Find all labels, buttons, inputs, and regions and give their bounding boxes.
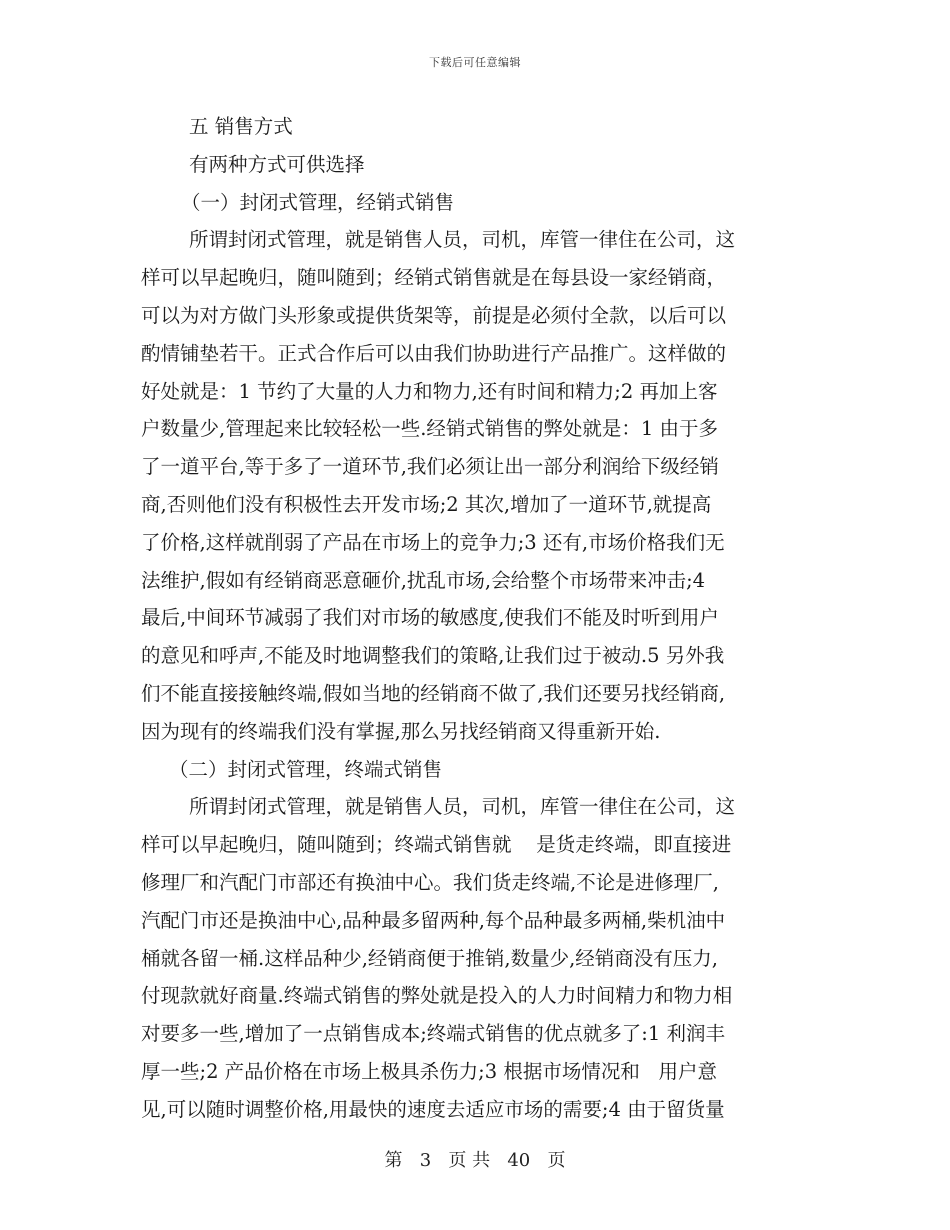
- paragraph-line: 的意见和呼声,不能及时地调整我们的策略,让我们过于被动.5 另外我: [141, 644, 725, 668]
- subsection-heading: （一）封闭式管理，经销式销售: [181, 190, 455, 214]
- paragraph-line: 所谓封闭式管理，就是销售人员，司机，库管一律住在公司，这: [189, 228, 736, 252]
- paragraph-line: 所谓封闭式管理，就是销售人员，司机，库管一律住在公司，这: [189, 795, 736, 819]
- paragraph-line: 样可以早起晚归，随叫随到；经销式销售就是在每县设一家经销商，: [141, 266, 727, 290]
- paragraph-line: 样可以早起晚归，随叫随到；终端式销售就 是货走终端，即直接进: [141, 833, 732, 857]
- footer-suffix: 页: [547, 1150, 566, 1171]
- paragraph-line: 汽配门市还是换油中心,品种最多留两种,每个品种最多两桶,柴机油中: [141, 908, 726, 932]
- paragraph-line: 最后,中间环节减弱了我们对市场的敏感度,使我们不能及时听到用户: [141, 606, 719, 630]
- paragraph-line: 对要多一些,增加了一点销售成本;终端式销售的优点就多了:1 利润丰: [141, 1022, 725, 1046]
- total-page-count: 40: [507, 1150, 531, 1171]
- paragraph-line: 了价格,这样就削弱了产品在市场上的竞争力;3 还有,市场价格我们无: [141, 530, 725, 554]
- paragraph-line: 厚一些;2 产品价格在市场上极具杀伤力;3 根据市场情况和 用户意: [141, 1059, 717, 1083]
- paragraph-line: 户数量少,管理起来比较轻松一些.经销式销售的弊处就是：1 由于多: [141, 417, 719, 441]
- paragraph-line: 有两种方式可供选择: [189, 152, 365, 176]
- paragraph-line: 桶就各留一桶.这样品种少,经销商便于推销,数量少,经销商没有压力,: [141, 946, 718, 970]
- paragraph-line: 商,否则他们没有积极性去开发市场;2 其次,增加了一道环节,就提高: [141, 492, 712, 516]
- paragraph-line: 们不能直接接触终端,假如当地的经销商不做了,我们还要另找经销商,: [141, 681, 726, 705]
- page-footer: [0, 1146, 950, 1172]
- footer-prefix: 第: [384, 1150, 403, 1171]
- paragraph-line: 可以为对方做门头形象或提供货架等，前提是必须付全款，以后可以: [141, 303, 727, 327]
- document-body: [141, 108, 821, 1129]
- paragraph-line: 好处就是：1 节约了大量的人力和物力,还有时间和精力;2 再加上客: [141, 379, 718, 403]
- paragraph-line: 修理厂和汽配门市部还有换油中心。我们货走终端,不论是进修理厂,: [141, 870, 719, 894]
- paragraph-line: 了一道平台,等于多了一道环节,我们必须让出一部分利润给下级经销: [141, 455, 719, 479]
- paragraph-line: 法维护,假如有经销商恶意砸价,扰乱市场,会给整个市场带来冲击;4: [141, 568, 706, 592]
- paragraph-line: 因为现有的终端我们没有掌握,那么另找经销商又得重新开始.: [141, 719, 661, 743]
- paragraph-line: 见,可以随时调整价格,用最快的速度去适应市场的需要;4 由于留货量: [141, 1097, 725, 1121]
- footer-mid: 页 共: [448, 1150, 491, 1171]
- paragraph-line: 付现款就好商量.终端式销售的弊处就是投入的人力时间精力和物力相: [141, 984, 733, 1008]
- page-header: 下载后可任意编辑: [429, 56, 521, 69]
- current-page-number: 3: [419, 1150, 432, 1171]
- subsection-heading: （二）封闭式管理，终端式销售: [169, 757, 443, 781]
- section-heading: 五 销售方式: [189, 115, 293, 138]
- paragraph-line: 酌情铺垫若干。正式合作后可以由我们协助进行产品推广。这样做的: [141, 341, 727, 365]
